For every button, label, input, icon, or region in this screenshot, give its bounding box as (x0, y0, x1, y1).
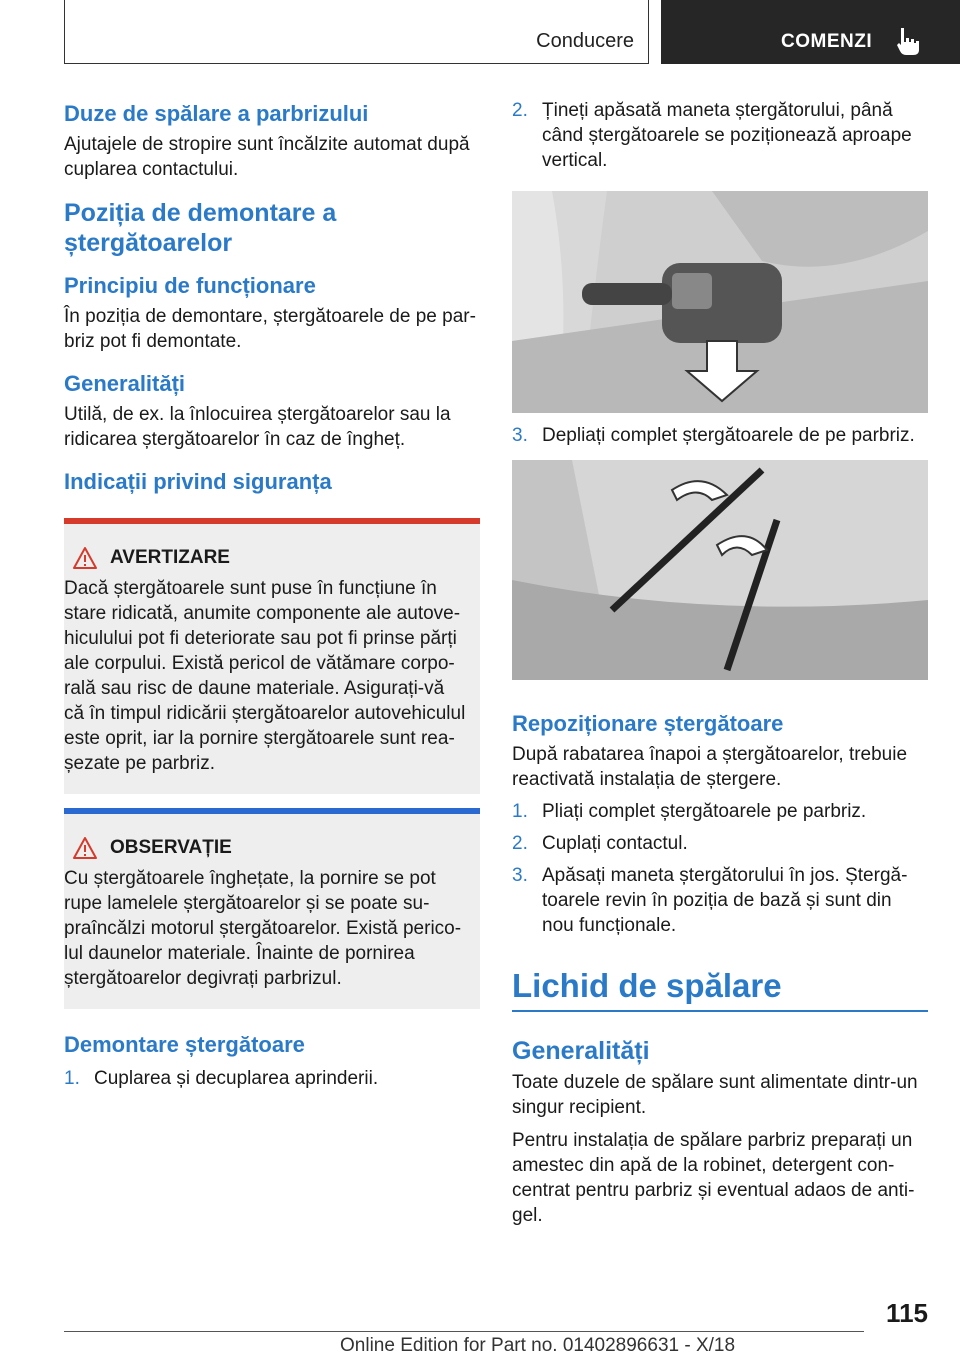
heading-generalitati: Generalități (64, 371, 186, 396)
heading-indicatii-siguranta: Indicații privind siguranța (64, 469, 332, 494)
paragraph-generalitati: Utilă, de ex. la înlocuirea ștergătoarelor sau la ridicarea ștergătoarelor în caz de îngheț. (64, 404, 451, 450)
section-divider (512, 1010, 928, 1012)
header-section-title: Conducere (536, 30, 634, 52)
list-item: 2. Țineți apăsată maneta ștergătorului, până când ștergătoarele se poziționează aproape vertical. (512, 100, 912, 171)
heading-pozitia-demontare: Poziția de demontare a ștergătoarelor (64, 199, 337, 257)
warning-title-row (64, 546, 468, 570)
warning-box (64, 518, 480, 794)
page-number: 115 (886, 1298, 928, 1328)
left-column (64, 100, 480, 1091)
footer-divider (64, 1331, 864, 1332)
warning-triangle-icon (72, 546, 98, 570)
notice-title: OBSERVAȚIE (110, 837, 232, 858)
paragraph-principiu: În poziția de demontare, ștergătoarele de pe parbriz pot fi demontate. (64, 306, 476, 352)
steps-part-a (512, 98, 928, 173)
hand-pointer-icon (895, 26, 921, 56)
wiper-lever-photo (512, 191, 928, 413)
repozitionare-steps (512, 799, 928, 938)
heading-repozitionare: Repoziționare ștergătoare (512, 711, 784, 736)
list-item: 3. Depliați complet ștergătoarele de pe parbriz. (512, 425, 915, 446)
list-item: 1. Cuplarea și decuplarea aprinderii. (64, 1068, 379, 1089)
wiper-lever-illustration (512, 191, 928, 413)
paragraph-duze: Ajutajele de stropire sunt încălzite automat după cuplarea contactului. (64, 134, 470, 180)
demontare-steps (64, 1066, 480, 1091)
heading-demontare: Demontare ștergătoare (64, 1032, 305, 1057)
heading-generalitati-lichid: Generalități (512, 1037, 650, 1065)
notice-title-row (64, 836, 468, 860)
warning-text: Dacă ștergătoarele sunt puse în funcțiune în stare ridicată, anumite componente ale autovehiculului pot fi deteriorate sau pot fi prinse părți ale corpului. Există pericol de vătămare corporală sau risc de daune materiale. Asigurați-vă că în timpul ridicării ștergătoarelor autovehiculul este oprit, iar la pornire ștergătoarele sunt reașezate pe parbriz. (64, 578, 466, 774)
wiper-unfold-illustration (512, 460, 928, 680)
list-item: 2. Cuplați contactul. (512, 833, 688, 854)
paragraph-generalitati-2: Pentru instalația de spălare parbriz preparați un amestec din apă de la robinet, detergent concentrat pentru parbriz și eventual adaos de antigel. (512, 1130, 915, 1226)
list-item: 3. Apăsați maneta ștergătorului în jos. Ștergătoarele revin în poziția de bază și sunt din nou funcționale. (512, 865, 908, 936)
wiper-unfold-photo (512, 460, 928, 680)
steps-part-b (512, 423, 928, 448)
header-chapter-tab (661, 0, 960, 64)
footer-edition: Online Edition for Part no. 01402896631 - X/18 (340, 1335, 736, 1356)
warning-title: AVERTIZARE (110, 547, 230, 568)
paragraph-generalitati-1: Toate duzele de spălare sunt alimentate dintr-un singur recipient. (512, 1072, 918, 1118)
paragraph-repozitionare: După rabatarea înapoi a ștergătoarelor, trebuie reactivată instalația de ștergere. (512, 744, 908, 790)
heading-duze: Duze de spălare a parbrizului (64, 101, 369, 126)
header-section-box (64, 0, 649, 64)
notice-text: Cu ștergătoarele înghețate, la pornire se pot rupe lamelele ștergătoarelor și se poate supraîncălzi motorul ștergătoarelor. Există pericolul daunelor materiale. Înainte de pornirea ștergătoarelor degivrați parbrizul. (64, 868, 462, 989)
caution-triangle-icon (72, 836, 98, 860)
right-column (512, 100, 928, 1228)
header-chapter-title: COMENZI (781, 31, 873, 52)
heading-principiu: Principiu de funcționare (64, 273, 316, 298)
notice-box (64, 808, 480, 1009)
heading-lichid-spalare: Lichid de spălare (512, 967, 782, 1004)
list-item: 1. Pliați complet ștergătoarele pe parbriz. (512, 801, 867, 822)
